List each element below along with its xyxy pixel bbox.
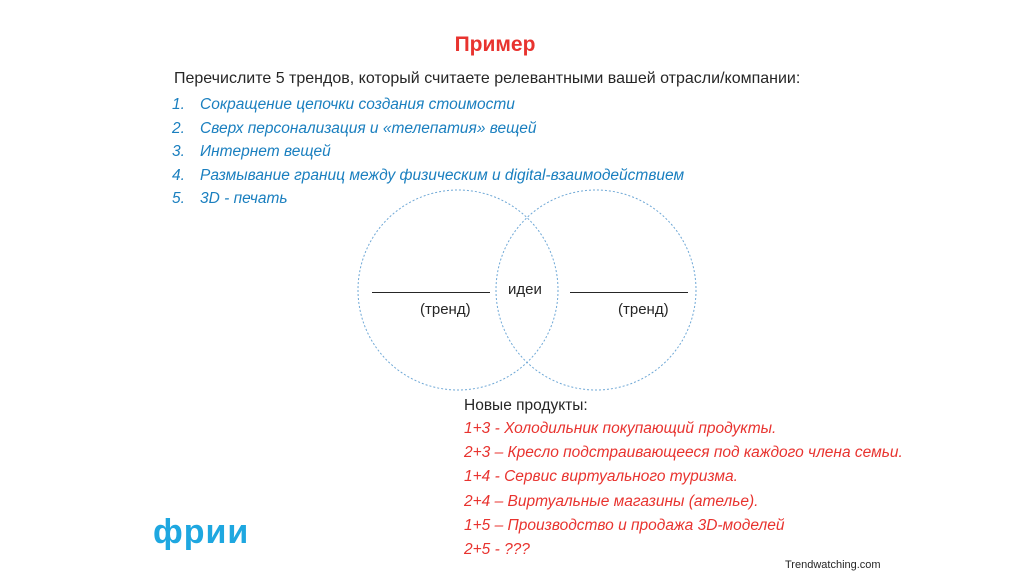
trend-number: 5. [172, 190, 185, 207]
product-list [464, 417, 903, 562]
product-item: 1+5 – Производство и продажа 3D-моделей [464, 516, 785, 534]
instruction-text: Перечислите 5 трендов, который считаете релевантными вашей отрасли/компании: [174, 70, 801, 87]
product-item: 2+3 – Кресло подстраивающееся под каждого члена семьи. [464, 444, 903, 462]
trend-text: 3D - печать [200, 190, 288, 207]
new-products-block [464, 395, 903, 562]
new-products-title: Новые продукты: [464, 397, 588, 414]
product-item: 1+3 - Холодильник покупающий продукты. [464, 420, 777, 437]
left-trend-label: (тренд) [420, 301, 471, 318]
right-trend-blank-line [570, 280, 688, 293]
trend-number: 3. [172, 143, 185, 160]
source-credit: Trendwatching.com [785, 559, 881, 571]
trend-number: 1. [172, 96, 185, 113]
product-item: 2+4 – Виртуальные магазины (ателье). [464, 492, 759, 510]
trend-text: Сверх персонализация и «телепатия» вещей [200, 119, 537, 137]
ideas-label: идеи [508, 281, 542, 298]
product-item: 2+5 - ??? [464, 540, 530, 558]
page-title: Пример [454, 33, 536, 56]
frii-logo: фрии [153, 513, 250, 551]
trend-text: Размывание границ между физическим и digital-взаимодействием [200, 166, 685, 184]
left-trend-blank-line [372, 280, 490, 293]
trend-number: 4. [172, 166, 185, 184]
trend-text: Сокращение цепочки создания стоимости [200, 96, 515, 113]
right-trend-label: (тренд) [618, 301, 669, 318]
trend-text: Интернет вещей [200, 143, 331, 160]
product-item: 1+4 - Сервис виртуального туризма. [464, 468, 738, 486]
trend-number: 2. [172, 119, 185, 137]
